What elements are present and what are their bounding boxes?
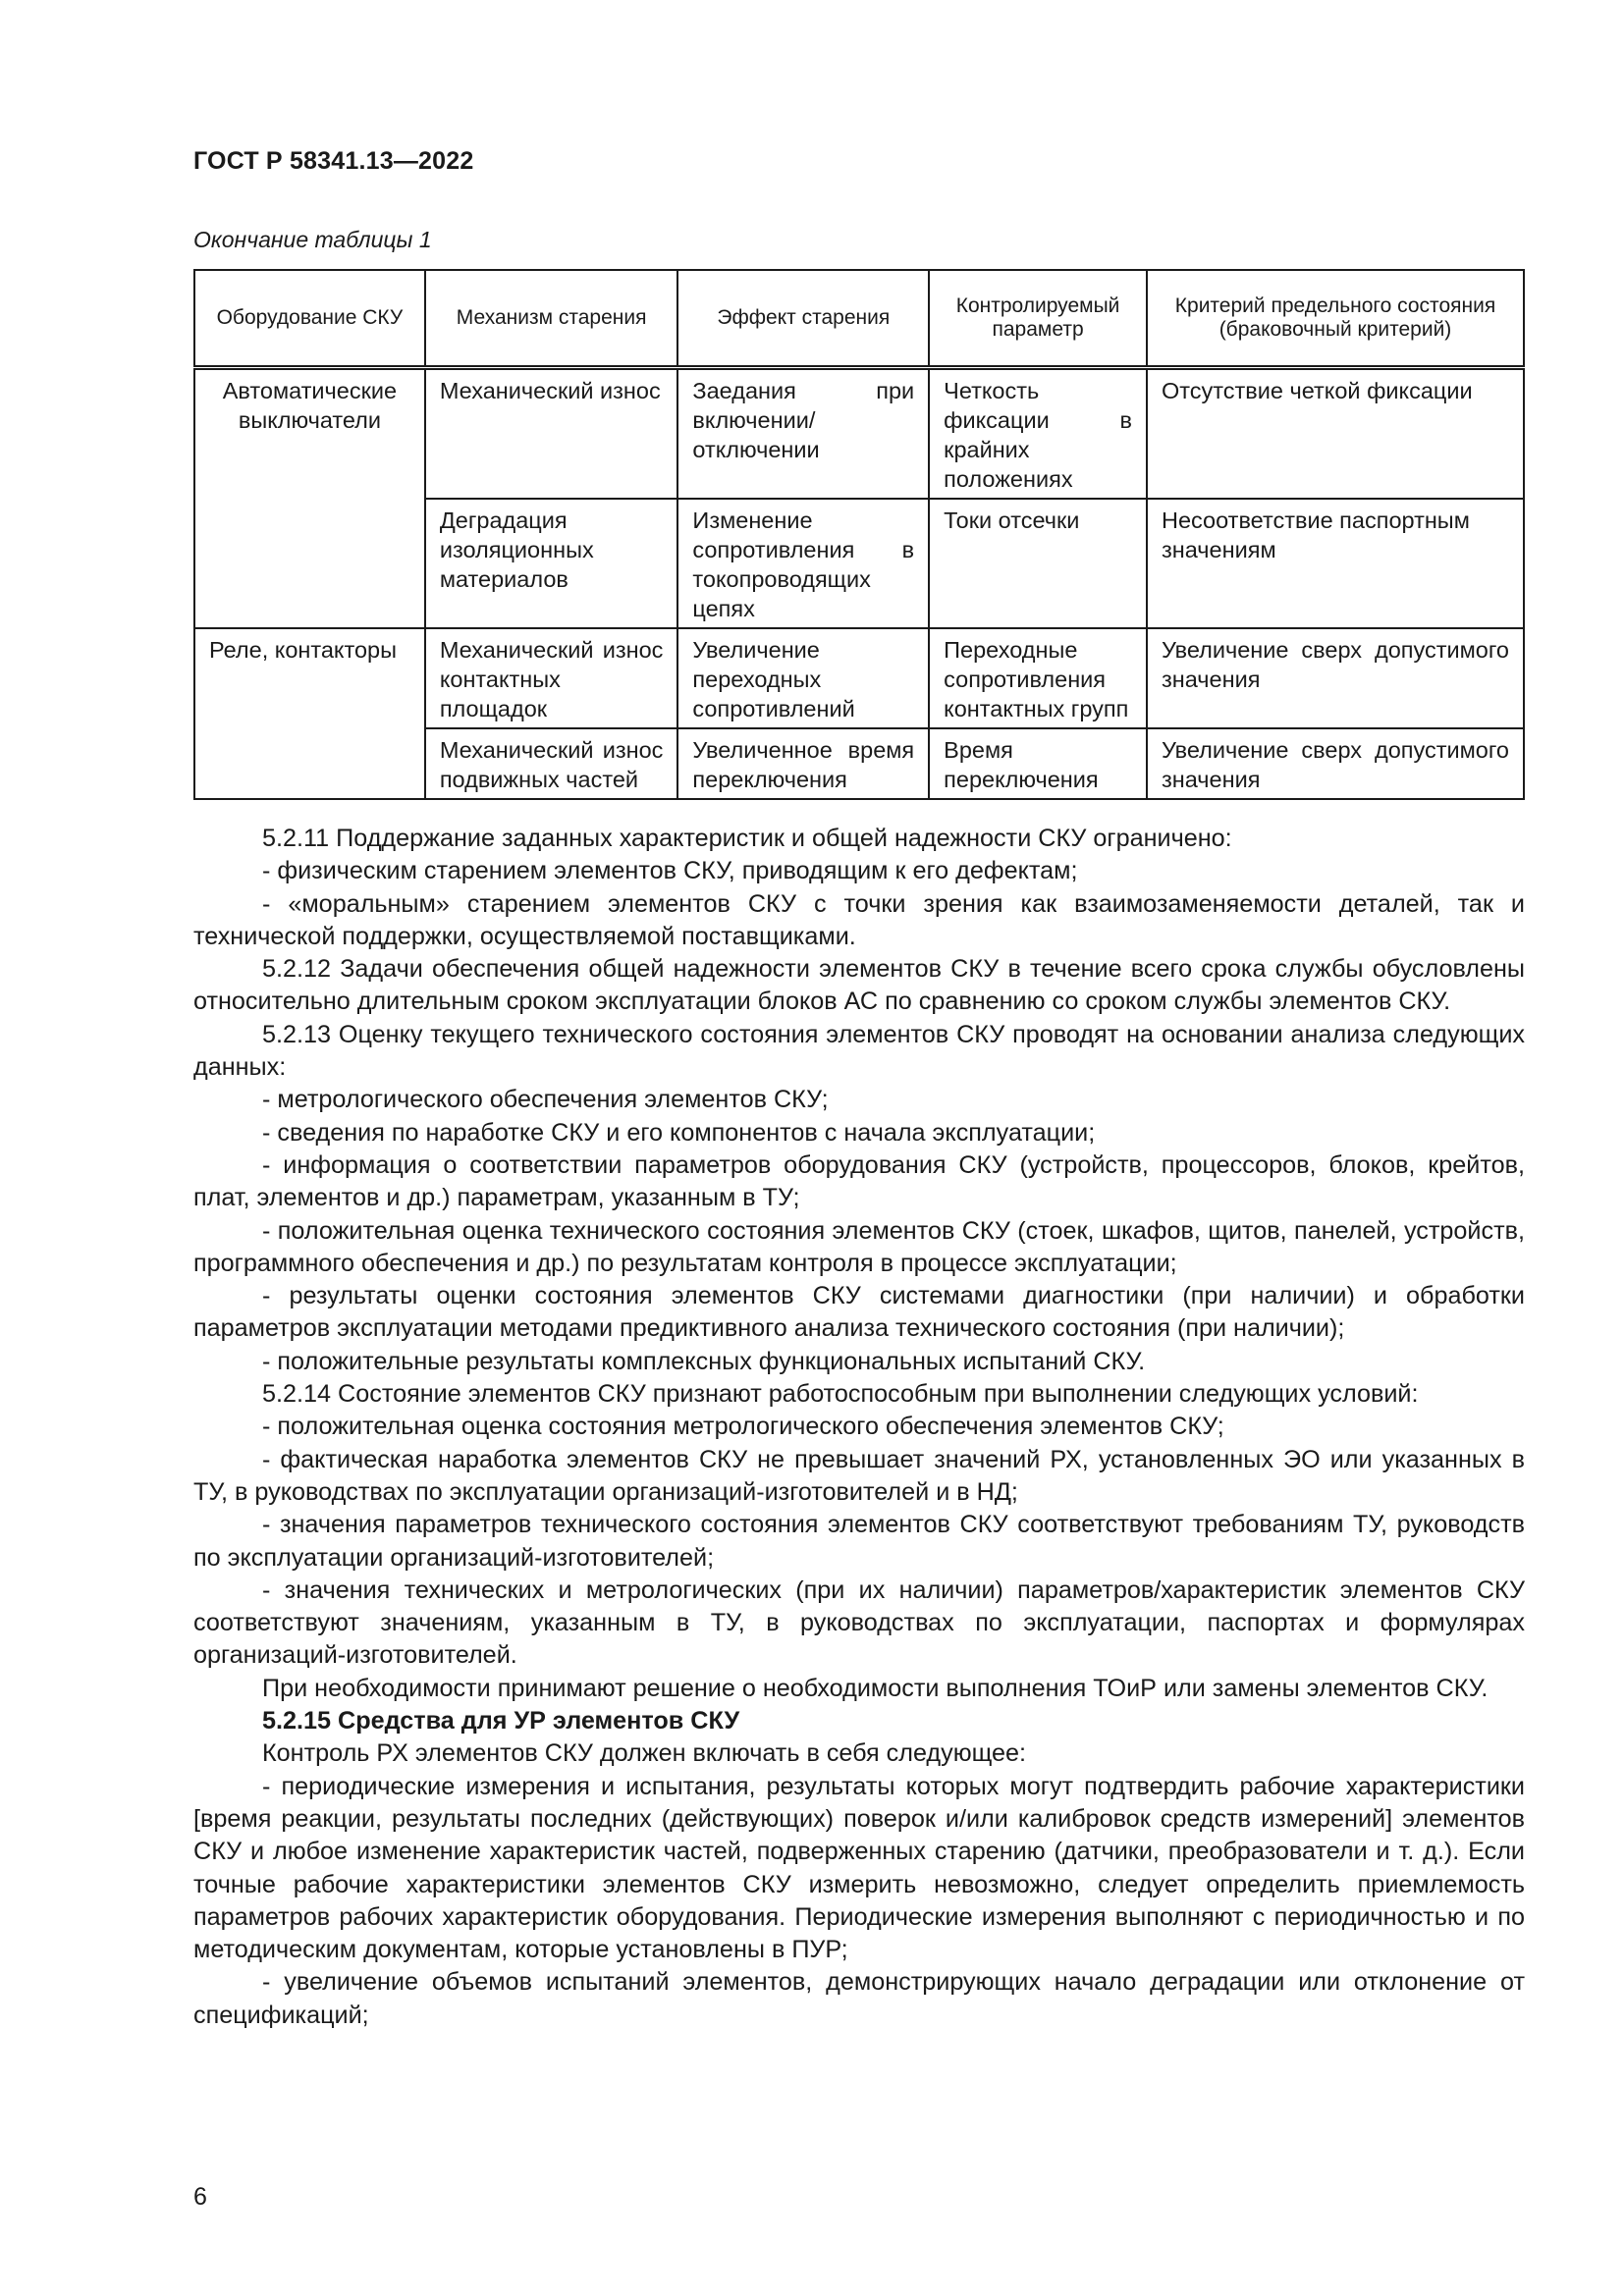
list-item: - положительные результаты комплексных функциональных испытаний СКУ. [262, 1347, 1146, 1375]
aging-table [193, 269, 1525, 800]
list-item: - периодические измерения и испытания, результаты которых могут подтвердить рабочие характеристики [время реакции, результаты последних (действующих) поверок и/или калибровок средств измерений] элементов СКУ и любое изменение характеристик частей, подверженных старению (датчики, преобразователи и т. д.). Если точные рабочие характеристики элементов СКУ измерить невозможно, следует определить приемлемость параметров рабочих характеристик оборудования. Периодические измерения выполняют с периодичностью и по методическим документам, которые установлены в ПУР; [193, 1772, 1525, 1964]
standard-code: ГОСТ Р 58341.13—2022 [193, 147, 474, 175]
list-item: - результаты оценки состояния элементов СКУ системами диагностики (при наличии) и обработки параметров эксплуатации методами предиктивного анализа технического состояния (при наличии); [193, 1282, 1525, 1343]
cell-criterion: Увеличение сверх допустимого значения [1147, 728, 1524, 799]
cell-mechanism: Механический износ контактных площадок [425, 628, 678, 728]
header-mechanism: Механизм старения [425, 270, 678, 368]
list-item: - значения технических и метрологических (при их наличии) параметров/характеристик элементов СКУ соответствуют значениям, указанным в ТУ, в руководствах по эксплуатации, паспортах и формулярах организаций-изготовителей. [193, 1575, 1525, 1670]
list-item: - физическим старением элементов СКУ, приводящим к его дефектам; [262, 857, 1078, 885]
header-criterion: Критерий предельного состояния (браковочный критерий) [1147, 270, 1524, 368]
cell-parameter: Время переключения [929, 728, 1147, 799]
list-item: - метрологического обеспечения элементов СКУ; [262, 1086, 829, 1114]
section-heading: 5.2.15 Средства для УР элементов СКУ [262, 1707, 740, 1735]
header-equipment: Оборудование СКУ [194, 270, 425, 368]
table-caption: Окончание таблицы 1 [193, 227, 432, 252]
cell-equipment: Автоматические выключатели [194, 368, 425, 629]
cell-effect: Увеличенное время переключения [677, 728, 929, 799]
cell-parameter: Четкость фиксации в крайних положениях [929, 368, 1147, 500]
cell-equipment: Реле, контакторы [194, 628, 425, 799]
cell-mechanism: Деградация изоляционных материалов [425, 499, 678, 628]
list-item: - сведения по наработке СКУ и его компонентов с начала эксплуатации; [262, 1118, 1096, 1147]
header-parameter: Контролируемый параметр [929, 270, 1147, 368]
cell-mechanism: Механический износ [425, 368, 678, 500]
cell-parameter: Переходные сопротивления контактных групп [929, 628, 1147, 728]
list-item: - «моральным» старением элементов СКУ с точки зрения как взаимозаменяемости деталей, так и технической поддержки, осуществляемой поставщиками. [193, 889, 1525, 950]
table-row [194, 368, 1524, 500]
paragraph: 5.2.12 Задачи обеспечения общей надежности элементов СКУ в течение всего срока службы обусловлены относительно длительным сроком эксплуатации блоков АС по сравнению со сроком службы элементов СКУ. [193, 955, 1525, 1016]
cell-criterion: Отсутствие четкой фиксации [1147, 368, 1524, 500]
list-item: - положительная оценка технического состояния элементов СКУ (стоек, шкафов, щитов, панелей, устройств, программного обеспечения и др.) по результатам контроля в процессе эксплуатации; [193, 1216, 1525, 1277]
list-item: - фактическая наработка элементов СКУ не превышает значений РХ, установленных ЭО или указанных в ТУ, в руководствах по эксплуатации организаций-изготовителей и в НД; [193, 1445, 1525, 1506]
cell-effect: Заедания при включении/отключении [677, 368, 929, 500]
body-text [193, 823, 1525, 2032]
cell-effect: Изменение сопротивления в токопроводящих цепях [677, 499, 929, 628]
list-item: - значения параметров технического состояния элементов СКУ соответствуют требованиям ТУ, руководств по эксплуатации организаций-изготовителей; [193, 1511, 1525, 1572]
cell-criterion: Увеличение сверх допустимого значения [1147, 628, 1524, 728]
paragraph: 5.2.14 Состояние элементов СКУ признают работоспособным при выполнении следующих условий: [262, 1380, 1419, 1409]
paragraph: При необходимости принимают решение о необходимости выполнения ТОиР или замены элементов СКУ. [262, 1674, 1489, 1702]
cell-mechanism: Механический износ подвижных частей [425, 728, 678, 799]
cell-effect: Увеличение переходных сопротивлений [677, 628, 929, 728]
paragraph: Контроль РХ элементов СКУ должен включать в себя следующее: [262, 1739, 1027, 1768]
paragraph: 5.2.13 Оценку текущего технического состояния элементов СКУ проводят на основании анализа следующих данных: [193, 1020, 1525, 1082]
list-item: - информация о соответствии параметров оборудования СКУ (устройств, процессоров, блоков, крейтов, плат, элементов и др.) параметрам, указанным в ТУ; [193, 1150, 1525, 1212]
header-effect: Эффект старения [677, 270, 929, 368]
cell-criterion: Несоответствие паспортным значениям [1147, 499, 1524, 628]
page-number: 6 [193, 2183, 207, 2211]
list-item: - увеличение объемов испытаний элементов, демонстрирующих начало деградации или отклонение от спецификаций; [193, 1968, 1525, 2029]
table-header-row [194, 270, 1524, 368]
cell-parameter: Токи отсечки [929, 499, 1147, 628]
paragraph: 5.2.11 Поддержание заданных характеристик и общей надежности СКУ ограничено: [262, 825, 1232, 852]
table-row [194, 628, 1524, 728]
list-item: - положительная оценка состояния метрологического обеспечения элементов СКУ; [262, 1413, 1224, 1441]
